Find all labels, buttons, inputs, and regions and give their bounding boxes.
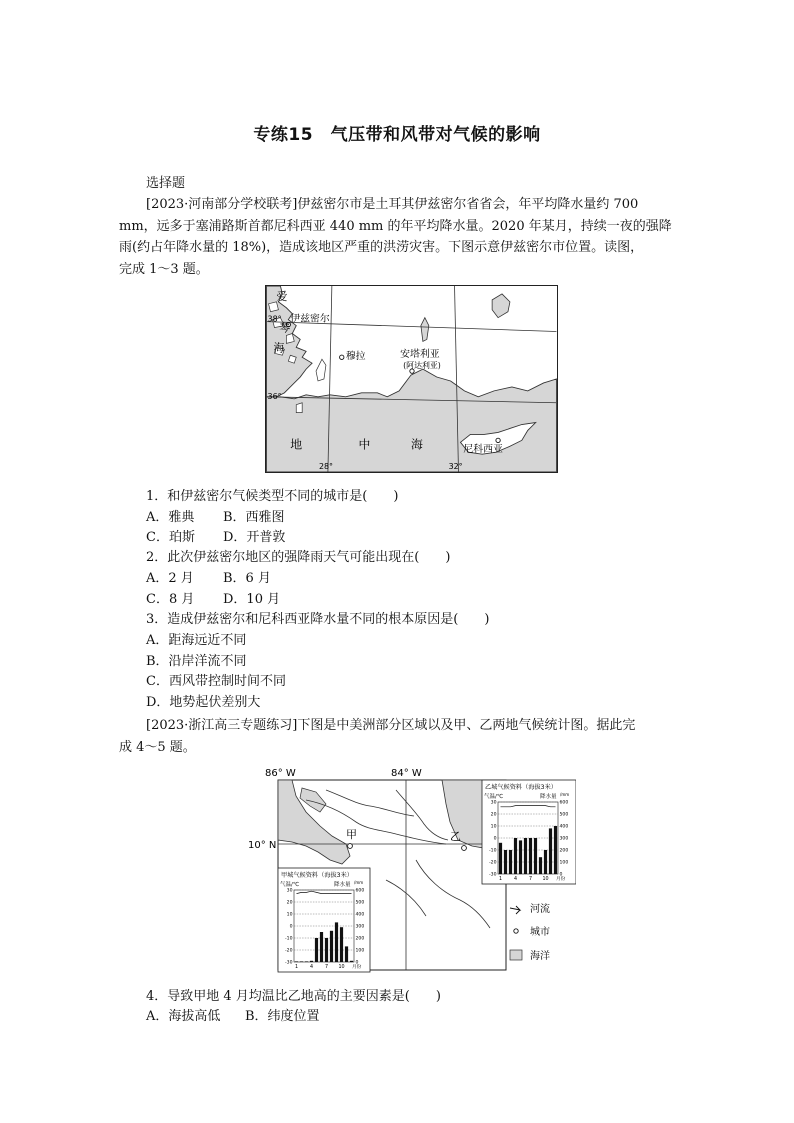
jia-chart-temp-tick-label: -10 (284, 936, 293, 942)
yi-chart-precip-bar (554, 826, 557, 874)
jia-chart-precip-bar (345, 946, 348, 962)
label-ai: 爱 (276, 289, 288, 303)
label-di: 地 (290, 437, 303, 452)
yi-chart-precip-bar (499, 843, 502, 874)
label-zhong: 中 (358, 437, 371, 452)
label-hai: 海 (273, 341, 285, 355)
label-lat36: 36° (267, 391, 282, 401)
jia-chart-precip-bar (335, 922, 338, 962)
jia-chart-month-tick-label: 7 (324, 965, 329, 970)
yi-chart-month-tick-label: 7 (528, 877, 533, 882)
label-lon86: 86° W (265, 768, 296, 779)
yi-chart-precip-bar (544, 850, 547, 874)
q4-option-b: B．纬度位置 (245, 1009, 320, 1024)
island (316, 359, 326, 381)
label-jia: 甲 (346, 828, 357, 841)
yi-chart-temp-tick-label: -30 (488, 872, 497, 878)
q4-option-a: A．海拔高低 (146, 1009, 221, 1024)
yi-chart-precip-bar (539, 857, 542, 874)
city-legend-icon (514, 929, 518, 933)
jia-chart-precip-tick-label: 300 (355, 924, 365, 930)
q3-option-a: A．距海远近不同 (146, 633, 247, 648)
yi-chart-month-unit-label: 月份 (556, 877, 566, 882)
yi-chart-temp-tick-label: 0 (493, 836, 497, 842)
jia-chart-month-tick-label: 1 (294, 965, 299, 970)
yi-chart-temp-tick-label: 30 (490, 800, 497, 806)
intro2-line: [2023·浙江高三专题练习]下图是中美洲部分区域以及甲、乙两地气候统计图。据此完 (146, 718, 636, 733)
yi-chart-precip-bar (534, 838, 537, 874)
label-lon32: 32° (448, 462, 463, 472)
label-qin: 琴 (279, 321, 291, 335)
jia-chart-precip-bar (320, 932, 323, 962)
jia-chart-precip-bar (330, 931, 333, 962)
yi-chart-unit-right: /mm (560, 792, 570, 797)
label-izmir: 伊兹密尔 (290, 313, 330, 325)
q1-option-a: A．雅典 (146, 510, 195, 525)
jia-chart-temp-tick-label: 20 (286, 900, 293, 906)
ocean-legend-icon (510, 950, 522, 960)
page-title: 专练15 气压带和风带对气候的影响 (253, 125, 541, 145)
yi-chart-precip-tick-label: 500 (559, 812, 569, 818)
jia-chart-precip-tick-label: 0 (355, 960, 359, 966)
legend-city-label: 城市 (530, 927, 550, 938)
jia-city-marker (348, 844, 353, 849)
yi-chart-temp-tick-label: 20 (490, 812, 497, 818)
jia-chart-ylabel-left: 气温/℃ (280, 882, 300, 888)
question-4-stem: 4．导致甲地 4 月均温比乙地高的主要因素是( ) (146, 989, 441, 1004)
yi-chart-title: 乙城气候资料（海拔3米） (485, 784, 557, 791)
label-antalya-alt: (阿达利亚) (403, 361, 441, 371)
yi-chart-ylabel-right: 降水量 (540, 794, 557, 800)
intro1-line: [2023·河南部分学校联考]伊兹密尔市是土耳其伊兹密尔省省会，年平均降水量约 700 (146, 197, 639, 212)
yi-climate-chart (482, 780, 576, 884)
label-lat10: 10° N (248, 840, 277, 851)
jia-chart-precip-tick-label: 400 (355, 912, 365, 918)
yi-chart-precip-bar (529, 838, 532, 874)
label-nicosia: 尼科西亚 (463, 444, 503, 456)
yi-chart-temp-tick-label: -20 (488, 860, 497, 866)
jia-chart-precip-bar (315, 938, 318, 962)
intro-paragraph-1 (119, 194, 681, 280)
yi-chart-precip-bar (514, 838, 517, 874)
yi-chart-temp-tick-label: -10 (488, 848, 497, 854)
jia-chart-precip-tick-label: 500 (355, 900, 365, 906)
jia-chart-precip-tick-label: 100 (355, 948, 365, 954)
yi-chart-precip-bar (504, 850, 507, 874)
yi-chart-temp-tick-label: 10 (490, 824, 497, 830)
jia-chart-precip-tick-label: 200 (355, 936, 365, 942)
jia-chart-unit-right: /mm (354, 880, 364, 885)
jia-chart-precip-bar (295, 961, 298, 962)
mula-city-marker (340, 355, 344, 359)
legend-river-label: 河流 (530, 904, 550, 915)
yi-chart-precip-bar (524, 838, 527, 874)
jia-chart-temp-tick-label: 30 (286, 888, 293, 894)
jia-chart-temp-tick-label: 0 (289, 924, 293, 930)
q3-option-d: D．地势起伏差别大 (146, 695, 261, 710)
legend-ocean-label: 海洋 (530, 951, 550, 962)
q2-option-c: C．8 月 (146, 592, 195, 607)
label-lon28: 28° (318, 462, 334, 472)
jia-chart-temp-tick-label: 10 (286, 912, 293, 918)
lake (492, 294, 510, 318)
jia-chart-precip-bar (350, 961, 353, 962)
yi-city-marker (462, 846, 467, 851)
yi-chart-ylabel-left: 气温/℃ (484, 794, 504, 800)
yi-chart-precip-tick-label: 600 (559, 800, 569, 806)
jia-chart-precip-tick-label: 600 (355, 888, 365, 894)
yi-chart-precip-bar (509, 850, 512, 874)
yi-chart-precip-tick-label: 400 (559, 824, 569, 830)
intro-paragraph-2 (119, 715, 681, 758)
yi-chart-month-tick-label: 1 (498, 877, 503, 882)
jia-chart-precip-bar (325, 938, 328, 962)
izmir-location-map (265, 285, 558, 473)
q3-option-b: B．沿岸洋流不同 (146, 654, 247, 669)
central-america-map (246, 760, 576, 974)
question-2-stem: 2．此次伊兹密尔地区的强降雨天气可能出现在( ) (146, 550, 451, 565)
q1-option-d: D．开普敦 (223, 530, 286, 545)
yi-chart-precip-tick-label: 300 (559, 836, 569, 842)
jia-chart-temp-tick-label: -30 (284, 960, 293, 966)
island (296, 403, 302, 413)
q3-option-c: C．西风带控制时间不同 (146, 674, 286, 689)
question-1-stem: 1．和伊兹密尔气候类型不同的城市是( ) (146, 489, 399, 504)
q1-option-c: C．珀斯 (146, 530, 195, 545)
q2-option-d: D．10 月 (223, 592, 281, 607)
q1-option-b: B．西雅图 (223, 510, 285, 525)
section-heading: 选择题 (146, 176, 186, 191)
label-lat38: 38° (267, 314, 282, 324)
jia-chart-month-unit-label: 月份 (352, 965, 362, 970)
island (269, 302, 279, 312)
intro1-line: 完成 1～3 题。 (119, 261, 209, 277)
yi-chart-precip-tick-label: 200 (559, 848, 569, 854)
label-mula: 穆拉 (345, 351, 366, 363)
jia-chart-ylabel-right: 降水量 (334, 882, 351, 888)
lake (421, 318, 429, 342)
q2-option-a: A．2 月 (146, 571, 194, 586)
jia-chart-precip-bar (305, 961, 308, 962)
yi-chart-precip-bar (549, 828, 552, 874)
jia-chart-precip-bar (300, 961, 303, 962)
label-antalya: 安塔利亚 (400, 349, 440, 361)
jia-chart-title: 甲城气候资料（海拔3米） (281, 872, 353, 879)
jia-chart-month-tick-label: 10 (338, 965, 345, 970)
intro2-line: 成 4～5 题。 (119, 739, 196, 755)
label-yi: 乙 (450, 830, 461, 843)
map-legend (510, 902, 550, 962)
yi-chart-precip-bar (519, 840, 522, 874)
jia-chart-month-tick-label: 4 (309, 965, 314, 970)
label-lon84: 84° W (391, 768, 422, 779)
jia-chart-precip-bar (310, 961, 313, 962)
yi-chart-precip-tick-label: 0 (559, 872, 563, 878)
yi-chart-precip-tick-label: 100 (559, 860, 569, 866)
intro1-line: 雨(约占年降水量的 18%)，造成该地区严重的洪涝灾害。下图示意伊兹密尔市位置。读图， (119, 240, 644, 255)
intro1-line: mm，远多于塞浦路斯首都尼科西亚 440 mm 的年平均降水量。2020 年某月，持续一夜的强降 (119, 218, 672, 234)
yi-chart-month-tick-label: 4 (513, 877, 518, 882)
jia-chart-temp-tick-label: -20 (284, 948, 293, 954)
nicosia-city-marker (496, 438, 500, 442)
yi-chart-month-tick-label: 10 (542, 877, 549, 882)
jia-chart-precip-bar (340, 927, 343, 962)
jia-climate-chart (278, 868, 370, 972)
river-legend-icon (510, 906, 520, 914)
label-hai2: 海 (411, 437, 423, 452)
q2-option-b: B．6 月 (223, 571, 271, 586)
question-3-stem: 3．造成伊兹密尔和尼科西亚降水量不同的根本原因是( ) (146, 612, 490, 627)
